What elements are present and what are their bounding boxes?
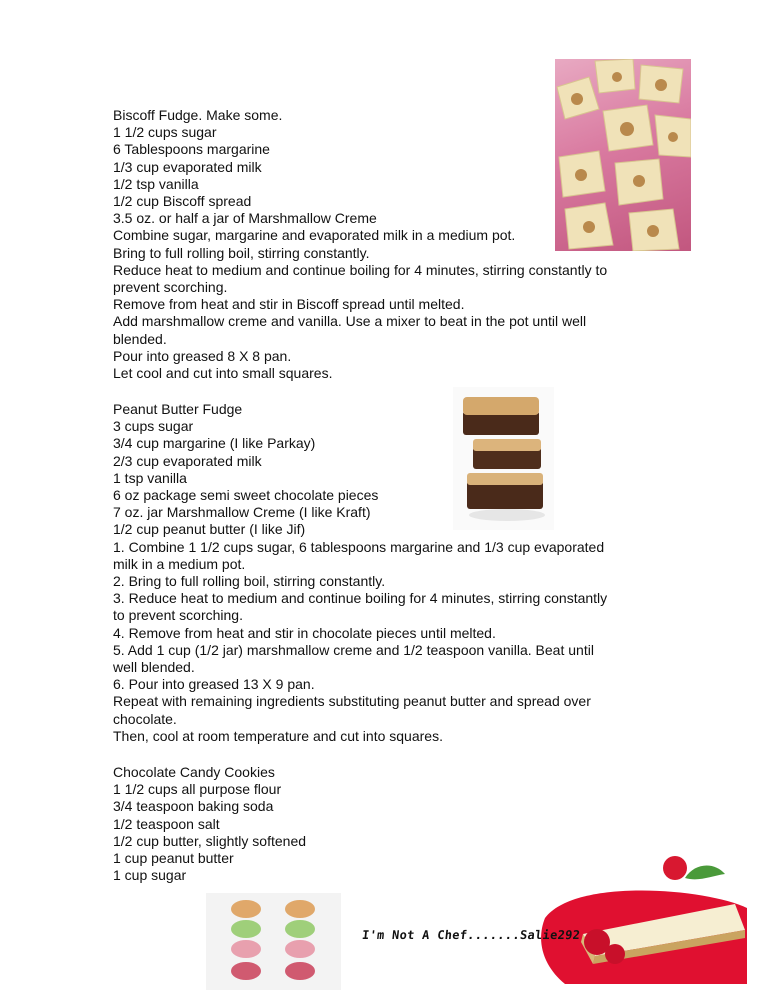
instruction-line: well blended. <box>113 659 195 676</box>
instruction-line: Reduce heat to medium and continue boiling for 4 minutes, stirring constantly to <box>113 261 608 278</box>
instruction-line: Add marshmallow creme and vanilla. Use a mixer to beat in the pot until well <box>113 313 587 330</box>
ingredient-line: 3.5 oz. or half a jar of Marshmallow Creme <box>113 210 377 227</box>
instruction-line: milk in a medium pot. <box>113 555 246 572</box>
ingredient-line: 1/2 teaspoon salt <box>113 815 220 832</box>
fudge-squares-illustration <box>555 59 691 251</box>
instruction-line: Bring to full rolling boil, stirring constantly. <box>113 244 370 261</box>
instruction-line: 5. Add 1 cup (1/2 jar) marshmallow creme and 1/2 teaspoon vanilla. Beat until <box>113 641 594 658</box>
ingredient-line: 1 cup peanut butter <box>113 850 234 867</box>
ingredient-line: 1/2 tsp vanilla <box>113 175 199 192</box>
instruction-line: 3. Reduce heat to medium and continue boiling for 4 minutes, stirring constantly <box>113 590 608 607</box>
ingredient-line: 6 Tablespoons margarine <box>113 141 270 158</box>
cheesecake-illustration <box>535 838 750 984</box>
instruction-line: Remove from heat and stir in Biscoff spread until melted. <box>113 296 465 313</box>
ingredient-line: 1/2 cup Biscoff spread <box>113 193 252 210</box>
peanut-butter-fudge-photo <box>453 387 554 530</box>
ingredient-line: 1/3 cup evaporated milk <box>113 158 262 175</box>
instruction-line: 4. Remove from heat and stir in chocolate pieces until melted. <box>113 624 496 641</box>
ingredient-line: 3/4 cup margarine (I like Parkay) <box>113 435 316 452</box>
instruction-line: to prevent scorching. <box>113 607 243 624</box>
instruction-line: blended. <box>113 330 167 347</box>
instruction-line: Repeat with remaining ingredients substituting peanut butter and spread over <box>113 693 591 710</box>
macaron-illustration <box>206 893 341 990</box>
instruction-line: prevent scorching. <box>113 279 228 296</box>
ingredient-line: 1 tsp vanilla <box>113 469 187 486</box>
ingredient-line: 3 cups sugar <box>113 418 194 435</box>
ingredient-line: 1 1/2 cups sugar <box>113 124 217 141</box>
ingredient-line: 6 oz package semi sweet chocolate pieces <box>113 487 379 504</box>
instruction-line: 2. Bring to full rolling boil, stirring constantly. <box>113 573 386 590</box>
macaron-stack-photo <box>206 893 341 990</box>
recipe-title: Peanut Butter Fudge <box>113 401 243 417</box>
instruction-line: Then, cool at room temperature and cut into squares. <box>113 727 443 744</box>
recipe-chocolate-candy-cookies <box>113 764 306 884</box>
ingredient-line: 2/3 cup evaporated milk <box>113 452 262 469</box>
instruction-line: chocolate. <box>113 710 177 727</box>
ingredient-line: 1/2 cup butter, slightly softened <box>113 832 307 849</box>
ingredient-line: 1 cup sugar <box>113 867 187 884</box>
instruction-line: 6. Pour into greased 13 X 9 pan. <box>113 676 315 693</box>
recipe-biscoff-fudge <box>113 107 607 382</box>
cheesecake-photo <box>535 838 750 984</box>
instruction-line: Pour into greased 8 X 8 pan. <box>113 347 292 364</box>
instruction-line: 1. Combine 1 1/2 cups sugar, 6 tablespoons margarine and 1/3 cup evaporated <box>113 538 605 555</box>
recipe-title: Chocolate Candy Cookies <box>113 764 275 780</box>
ingredient-line: 1/2 cup peanut butter (I like Jif) <box>113 521 306 538</box>
instruction-line: Combine sugar, margarine and evaporated milk in a medium pot. <box>113 227 516 244</box>
ingredient-line: 7 oz. jar Marshmallow Creme (I like Kraft) <box>113 504 371 521</box>
ingredient-line: 1 1/2 cups all purpose flour <box>113 781 282 798</box>
recipe-title: Biscoff Fudge. Make some. <box>113 107 283 123</box>
fudge-stack-illustration <box>453 387 554 530</box>
ingredient-line: 3/4 teaspoon baking soda <box>113 798 274 815</box>
signature: I'm Not A Chef.......Salie292 <box>361 928 581 942</box>
biscoff-fudge-photo <box>555 59 691 251</box>
instruction-line: Let cool and cut into small squares. <box>113 365 333 382</box>
